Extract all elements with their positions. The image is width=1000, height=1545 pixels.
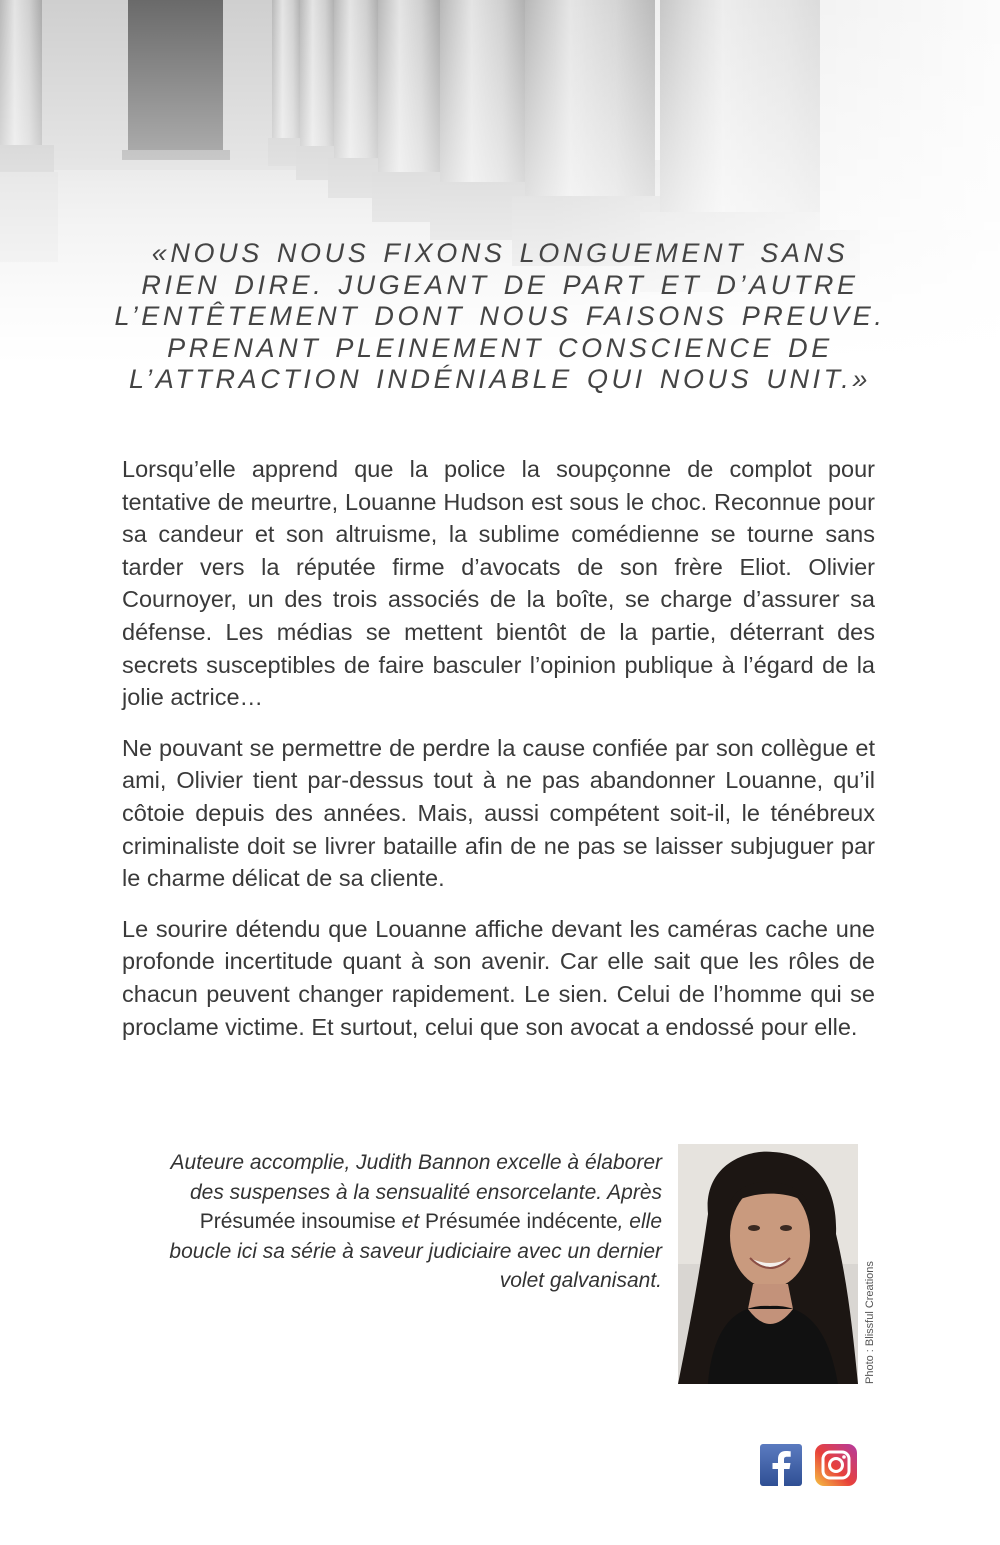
summary-paragraph: Le sourire détendu que Louanne affiche devant les caméras cache une profonde incertitude quant à son avenir. Car elle sait que les rôles de chacun peuvent changer rapidement. Le sien. Celui de l’homme qui se proclame victime. Et surtout, celui que son avocat a endossé pour elle. xyxy=(122,915,875,1040)
quote-line: PRENANT PLEINEMENT CONSCIENCE DE xyxy=(167,332,833,363)
quote-line: «NOUS NOUS FIXONS LONGUEMENT SANS xyxy=(151,238,849,268)
instagram-icon[interactable] xyxy=(815,1444,857,1486)
photo-credit: Photo : Blissful Creations xyxy=(864,1261,876,1384)
quote-line: L’ATTRACTION INDÉNIABLE QUI NOUS UNIT.» xyxy=(128,364,871,394)
back-cover-quote xyxy=(110,238,890,396)
book-summary xyxy=(122,453,875,1061)
book-title-2: Présumée indécente xyxy=(425,1210,618,1233)
bio-text: , elle boucle ici sa série à saveur judiciaire avec un dernier volet galvanisant. xyxy=(169,1210,662,1292)
author-photo xyxy=(678,1144,858,1384)
summary-paragraph: Lorsqu’elle apprend que la police la soupçonne de complot pour tentative de meurtre, Louanne Hudson est sous le choc. Reconnue pour sa candeur et son altruisme, la sublime comédienne se tourne sans tarder vers la réputée firme d’avocats de son frère Eliot. Olivier Cournoyer, un des trois associés de la boîte, se charge d’assurer sa défense. Les médias se mettent bientôt de la partie, déterrant des secrets susceptibles de faire basculer l’opinion publique à l’égard de la jolie actrice… xyxy=(122,456,875,711)
bio-text: Auteure accomplie, Judith Bannon excelle à élaborer des suspenses à la sensualité ensorcelante. Après xyxy=(170,1151,662,1204)
facebook-icon[interactable] xyxy=(760,1444,802,1486)
quote-line: L’ENTÊTEMENT DONT NOUS FAISONS PREUVE. xyxy=(114,301,886,331)
book-title-1: Présumée insoumise xyxy=(199,1210,396,1233)
quote-line: RIEN DIRE. JUGEANT DE PART ET D’AUTRE xyxy=(141,269,859,300)
bio-text: et xyxy=(395,1210,426,1233)
author-bio xyxy=(140,1148,662,1296)
summary-paragraph: Ne pouvant se permettre de perdre la cause confiée par son collègue et ami, Olivier tient par-dessus tout à ne pas abandonner Louanne, qu’il côtoie depuis des années. Mais, aussi compétent soit-il, le ténébreux criminaliste doit se livrer bataille afin de ne pas se laisser subjuguer par le charme délicat de sa cliente. xyxy=(122,734,875,892)
